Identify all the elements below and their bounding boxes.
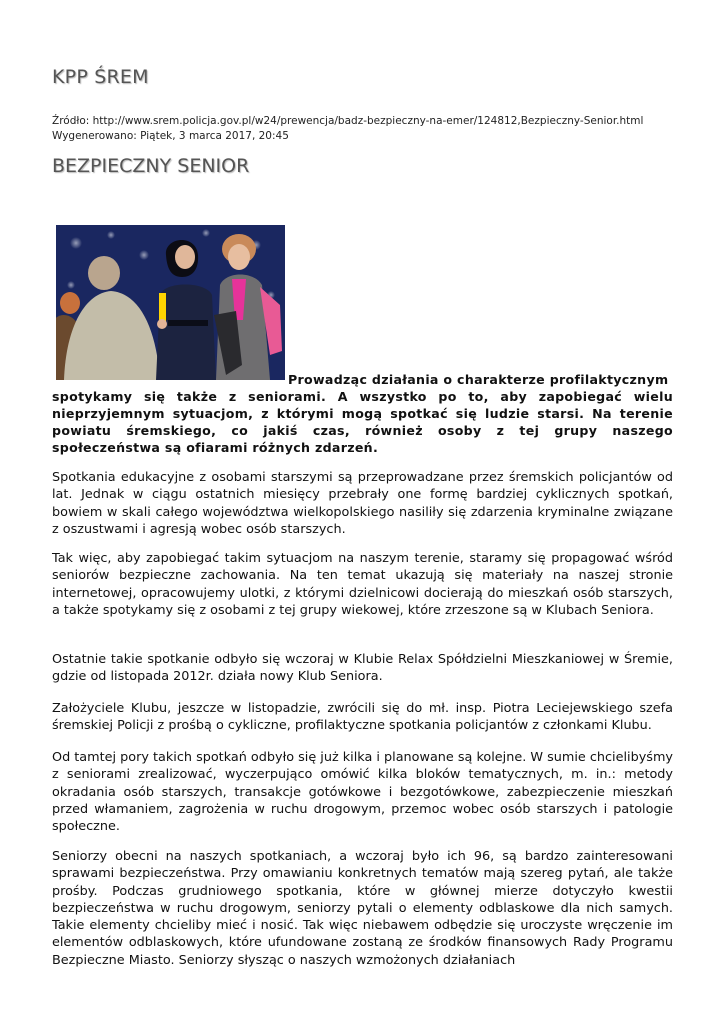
photo-illustration bbox=[56, 225, 285, 380]
document-meta bbox=[52, 114, 643, 144]
article-photo bbox=[56, 225, 285, 380]
paragraph: Ostatnie takie spotkanie odbyło się wczoraj w Klubie Relax Spółdzielni Mieszkaniowej w Śremie, gdzie od listopada 2012r. działa nowy Klub Seniora. bbox=[52, 652, 673, 685]
lead-rest: spotykamy się także z seniorami. A wszystko po to, aby zapobiegać wielu nieprzyjemnym sytuacjom, z którymi mogą spotkać się ludzie starsi. Na terenie powiatu śremskiego, co jakiś czas, również osoby z tej grupy naszego społeczeństwa są ofiarami różnych zdarzeń. bbox=[52, 389, 673, 455]
lead-first-line: Prowadząc działania o charakterze profilaktycznym bbox=[288, 372, 669, 387]
generated-line: Wygenerowano: Piątek, 3 marca 2017, 20:45 bbox=[52, 130, 289, 142]
site-title: KPP ŚREM bbox=[52, 66, 149, 88]
source-line: Źródło: http://www.srem.policja.gov.pl/w24/prewencja/badz-bezpieczny-na-emer/124812,Bezpieczny-Senior.html bbox=[52, 115, 644, 127]
paragraph: Od tamtej pory takich spotkań odbyło się już kilka i planowane są kolejne. W sumie chcielibyśmy z seniorami zrealizować, wyczerpująco omówić kilka bloków tematycznych, m. in.: metody okradania osób starszych, transakcje gotówkowe i bezgotówkowe, zabezpieczenie mieszkań przed włamaniem, zagrożenia w ruchu drogowym, przemoc wobec osób starszych i patologie społeczne. bbox=[52, 750, 673, 835]
paragraph: Tak więc, aby zapobiegać takim sytuacjom na naszym terenie, staramy się propagować wśród seniorów bezpieczne zachowania. Na ten temat ukazują się materiały na naszej stronie internetowej, opracowujemy ulotki, z którymi dzielnicowi docierają do mieszkań osób starszych, a także spotykamy się z osobami z tej grupy wiekowej, które zrzeszone są w Klubach Seniora. bbox=[52, 551, 673, 618]
paragraph: Seniorzy obecni na naszych spotkaniach, a wczoraj było ich 96, są bardzo zainteresowani sprawami bezpieczeństwa. Przy omawianiu konkretnych tematów mają szereg pytań, ale także prośby. Podczas grudniowego spotkania, które w głównej mierze dotyczyło kwestii bezpieczeństwa w ruchu drogowym, seniorzy pytali o elementy odblaskowe dla nich samych. Takie elementy chcieliby mieć i nosić. Tak więc niebawem odbędzie się uroczyste wręczenie im elementów odblaskowych, które ufundowane zostaną ze środków finansowych Rady Programu Bezpieczne Miasto. Seniorzy słysząc o naszych wzmożonych działaniach bbox=[52, 849, 673, 968]
paragraph: Założyciele Klubu, jeszcze w listopadzie, zwrócili się do mł. insp. Piotra Leciejewskiego szefa śremskiej Policji z prośbą o cykliczne, profilaktyczne spotkania policjantów z członkami Klubu. bbox=[52, 701, 673, 734]
article-title: BEZPIECZNY SENIOR bbox=[52, 155, 250, 177]
article-lead bbox=[52, 371, 673, 456]
paragraph: Spotkania edukacyjne z osobami starszymi są przeprowadzane przez śremskich policjantów od lat. Jednak w ciągu ostatnich miesięcy przebrały one formę bardziej cyklicznych spotkań, bowiem w skali całego województwa wielkopolskiego nasiliły się zdarzenia kryminalne związane z oszustwami i agresją wobec osób starszych. bbox=[52, 470, 673, 537]
